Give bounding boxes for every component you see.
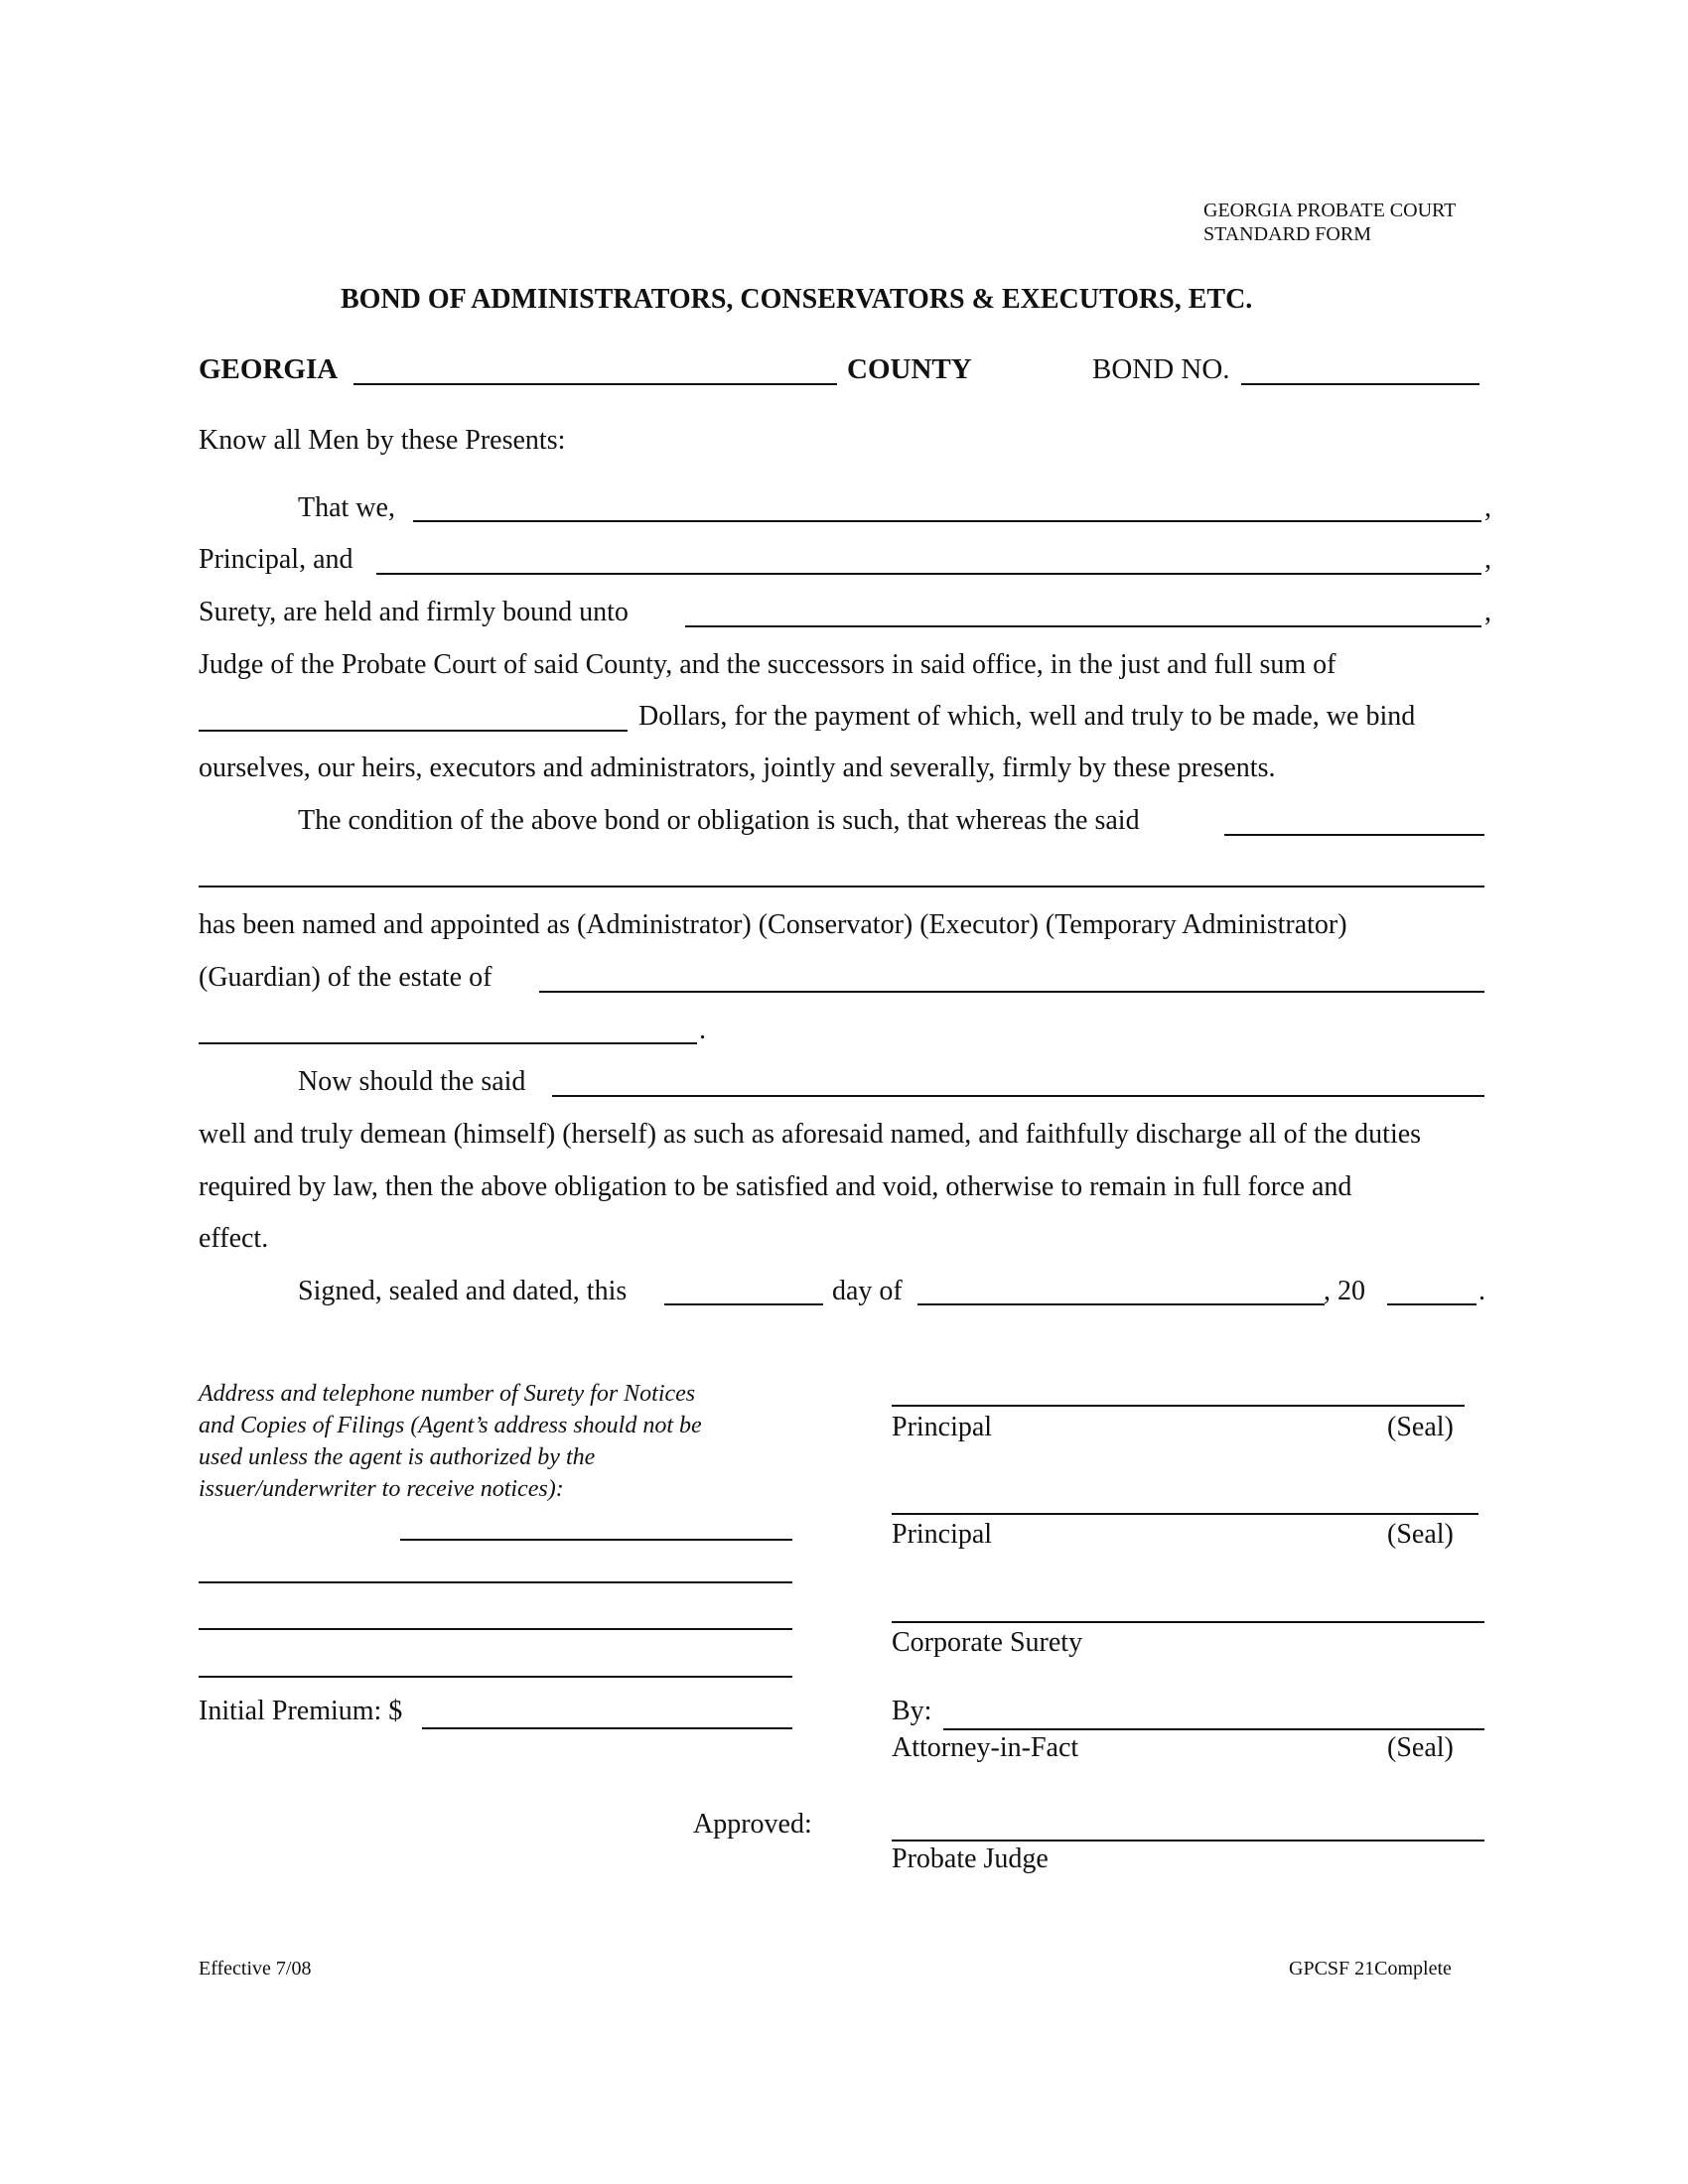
corporate-surety-line[interactable] (892, 1621, 1484, 1623)
that-we-label: That we, (298, 492, 395, 523)
dollars-text: Dollars, for the payment of which, well and truly to be made, we bind (638, 701, 1416, 732)
surety-address-field-2[interactable] (199, 1581, 792, 1583)
effect-text: effect. (199, 1223, 269, 1254)
now-should-text: Now should the said (298, 1066, 526, 1097)
probate-judge-label: Probate Judge (892, 1843, 1049, 1874)
guardian-text: (Guardian) of the estate of (199, 962, 492, 993)
principal-label-1: Principal (892, 1412, 993, 1442)
surety-name-field[interactable] (376, 573, 1481, 575)
judge-text: Judge of the Probate Court of said County, and the successors in said office, in the just and full sum of (199, 649, 1336, 680)
estate-field[interactable] (539, 991, 1484, 993)
surety-bound-label: Surety, are held and firmly bound unto (199, 597, 629, 627)
form-type: STANDARD FORM (1203, 223, 1371, 245)
principal-and-label: Principal, and (199, 544, 353, 575)
surety-address-field-3[interactable] (199, 1628, 792, 1630)
surety-address-note: Address and telephone number of Surety for Notices and Copies of Filings (Agent’s address should not be used unless the agent is authorized by the issuer/underwriter to receive notices): (199, 1381, 702, 1502)
comma: , (1484, 492, 1491, 523)
state-label: GEORGIA (199, 353, 339, 385)
approved-label: Approved: (693, 1809, 812, 1840)
appointed-text: has been named and appointed as (Administrator) (Conservator) (Executor) (Temporary Administrator) (199, 909, 1347, 940)
county-field[interactable] (353, 383, 837, 385)
county-label: COUNTY (847, 353, 972, 385)
by-label: By: (892, 1696, 932, 1726)
estate-field-cont[interactable] (199, 1042, 697, 1044)
initial-premium-field[interactable] (422, 1727, 792, 1729)
comma: , (1484, 597, 1491, 627)
document-title: BOND OF ADMINISTRATORS, CONSERVATORS & EXECUTORS, ETC. (341, 284, 1253, 315)
principal-name-field[interactable] (413, 520, 1481, 522)
probate-judge-signature-line[interactable] (892, 1840, 1484, 1842)
seal-label-2: (Seal) (1387, 1519, 1454, 1550)
signed-text: Signed, sealed and dated, this (298, 1276, 628, 1306)
amount-field[interactable] (199, 730, 628, 732)
principal-label-2: Principal (892, 1519, 993, 1550)
judge-name-field[interactable] (685, 625, 1481, 627)
form-code: GPCSF 21Complete (1289, 1958, 1452, 1979)
ourselves-text: ourselves, our heirs, executors and administrators, jointly and severally, firmly by these presents. (199, 752, 1276, 783)
demean-text: well and truly demean (himself) (herself) as such as aforesaid named, and faithfully discharge all of the duties (199, 1119, 1422, 1150)
surety-address-field-4[interactable] (199, 1676, 792, 1678)
said-name-field[interactable] (1224, 834, 1484, 836)
seal-label-3: (Seal) (1387, 1732, 1454, 1763)
period: . (699, 1015, 706, 1045)
said-name-field-cont[interactable] (199, 886, 1484, 887)
intro-text: Know all Men by these Presents: (199, 425, 566, 456)
year-prefix: , 20 (1324, 1276, 1365, 1306)
attorney-label: Attorney-in-Fact (892, 1732, 1079, 1763)
period: . (1478, 1276, 1485, 1306)
bond-no-field[interactable] (1241, 383, 1479, 385)
now-said-field[interactable] (552, 1095, 1484, 1097)
condition-text: The condition of the above bond or obligation is such, that whereas the said (298, 805, 1140, 836)
principal-signature-line-1[interactable] (892, 1405, 1465, 1407)
seal-label-1: (Seal) (1387, 1412, 1454, 1442)
day-of-text: day of (832, 1276, 903, 1306)
attorney-signature-line[interactable] (943, 1728, 1484, 1730)
bond-no-label: BOND NO. (1092, 353, 1230, 385)
initial-premium-label: Initial Premium: $ (199, 1696, 403, 1726)
surety-address-field-1[interactable] (400, 1539, 792, 1541)
year-field[interactable] (1387, 1303, 1477, 1305)
comma: , (1484, 544, 1491, 575)
month-field[interactable] (917, 1303, 1325, 1305)
corporate-surety-label: Corporate Surety (892, 1627, 1083, 1658)
principal-signature-line-2[interactable] (892, 1513, 1478, 1515)
day-field[interactable] (664, 1303, 823, 1305)
effective-date: Effective 7/08 (199, 1958, 312, 1979)
court-name: GEORGIA PROBATE COURT (1203, 200, 1457, 221)
required-text: required by law, then the above obligation to be satisfied and void, otherwise to remain in full force and (199, 1171, 1352, 1202)
